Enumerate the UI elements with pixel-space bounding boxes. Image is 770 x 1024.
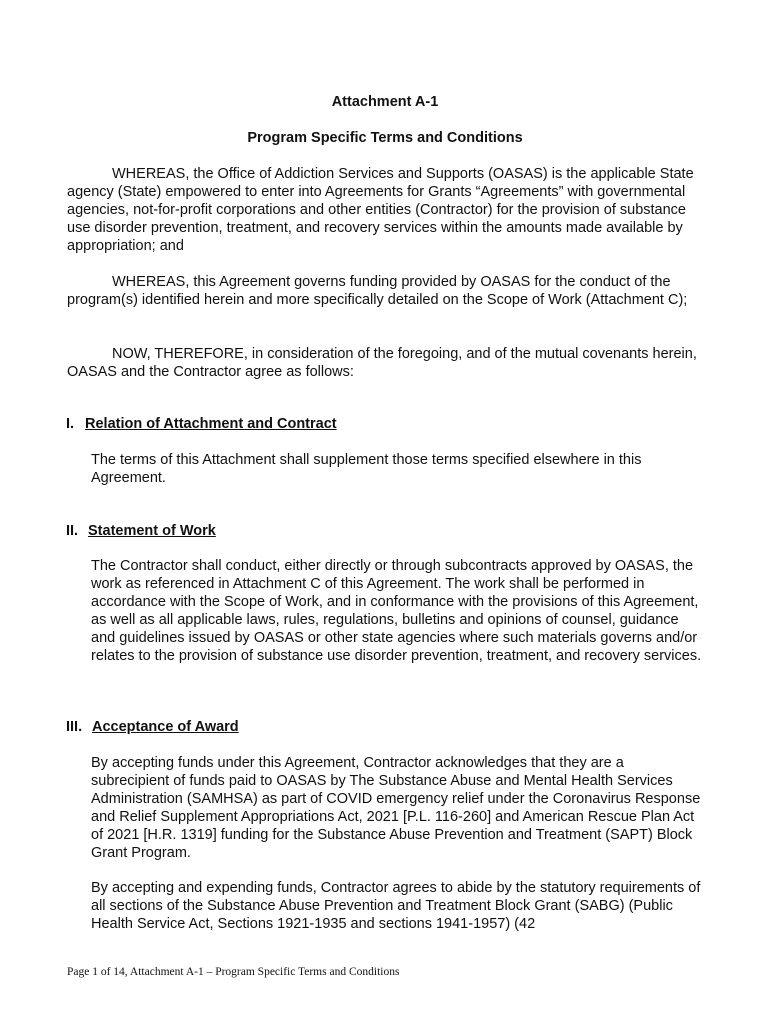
attachment-title: Attachment A-1 (331, 94, 439, 110)
section-heading-2 (66, 522, 216, 540)
section-title: Acceptance of Award (92, 719, 239, 735)
page-footer: Page 1 of 14, Attachment A-1 – Program Specific Terms and Conditions (67, 966, 400, 978)
document-subtitle: Program Specific Terms and Conditions (247, 130, 523, 146)
section-title: Relation of Attachment and Contract (85, 416, 337, 432)
section-1-paragraph-1: The terms of this Attachment shall supplement those terms specified elsewhere in this Agreement. (91, 452, 642, 486)
section-3-paragraph-1: By accepting funds under this Agreement, Contractor acknowledges that they are a subrecipient of funds paid to OASAS by The Substance Abuse and Mental Health Services Administration (SAMHSA) as part of COVID emergency relief under the Coronavirus Response and Relief Supplement Appropriations Act, 2021 [P.L. 116-260] and American Rescue Plan Act of 2021 [H.R. 1319] funding for the Substance Abuse Prevention and Treatment (SAPT) Block Grant Program. (91, 755, 701, 861)
section-2-paragraph-1: The Contractor shall conduct, either directly or through subcontracts approved by OASAS, the work as referenced in Attachment C of this Agreement. The work shall be performed in accordance with the Scope of Work, and in conformance with the provisions of this Agreement, as well as all applicable laws, rules, regulations, bulletins and opinions of counsel, guidance and guidelines issued by OASAS or other state agencies where such materials governs and/or relates to the provision of substance use disorder prevention, treatment, and recovery services. (91, 558, 702, 664)
section-heading-1 (66, 415, 337, 433)
section-3-paragraph-2: By accepting and expending funds, Contractor agrees to abide by the statutory requirements of all sections of the Substance Abuse Prevention and Treatment Block Grant (SABG) (Public Health Service Act, Sections 1921-1935 and sections 1941-1957) (42 (91, 880, 701, 932)
section-number: I. (66, 416, 75, 432)
preamble-paragraph-3: NOW, THEREFORE, in consideration of the foregoing, and of the mutual covenants herein, OASAS and the Contractor agree as follows: (67, 346, 697, 380)
section-heading-3 (66, 718, 239, 736)
section-number: II. (66, 523, 79, 539)
preamble-paragraph-1: WHEREAS, the Office of Addiction Services and Supports (OASAS) is the applicable State agency (State) empowered to enter into Agreements for Grants “Agreements” with governmental agencies, not-for-profit corporations and other entities (Contractor) for the provision of substance use disorder prevention, treatment, and recovery services within the amounts made available by appropriation; and (67, 166, 694, 254)
section-title: Statement of Work (88, 523, 216, 539)
preamble-paragraph-2: WHEREAS, this Agreement governs funding provided by OASAS for the conduct of the program(s) identified herein and more specifically detailed on the Scope of Work (Attachment C); (67, 274, 688, 308)
section-number: III. (66, 719, 83, 735)
